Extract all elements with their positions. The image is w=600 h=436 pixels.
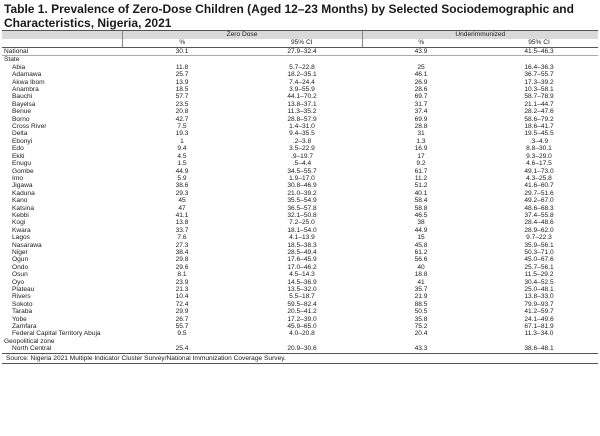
row-label: Akwa Ibom — [12, 78, 45, 86]
table-row — [2, 227, 598, 234]
underimmunized-ci-cell: 10.3–58.1 — [524, 86, 554, 94]
underimmunized-ci-cell: 28.2–47.6 — [524, 108, 554, 116]
table-row — [2, 212, 598, 219]
table-title: Table 1. Prevalence of Zero-Dose Children (Aged 12–23 Months) by Selected Sociodemographic and Characteristics, Nigeria, 2021 — [4, 2, 574, 30]
zero-dose-ci-cell: 36.5–57.8 — [287, 204, 317, 212]
table-row — [2, 116, 598, 123]
header-ui-pct: % — [362, 39, 480, 48]
zero-dose-pct-cell: 23.9 — [175, 278, 189, 286]
row-label: Ekiti — [12, 152, 25, 160]
zero-dose-ci-cell: 59.5–82.4 — [287, 300, 317, 308]
underimmunized-ci-cell: 58.7–78.9 — [524, 93, 554, 101]
underimmunized-pct-cell: 38 — [417, 219, 425, 227]
table-row — [2, 286, 598, 293]
underimmunized-pct-cell: 56.6 — [414, 256, 428, 264]
zero-dose-ci-cell: 45.9–65.0 — [287, 323, 317, 331]
zero-dose-ci-cell: 13.8–37.1 — [287, 100, 317, 108]
table-row — [2, 264, 598, 271]
underimmunized-pct-cell: 43.3 — [362, 345, 480, 353]
table-row — [2, 190, 598, 197]
underimmunized-ci-cell: 9.3–29.0 — [526, 152, 552, 160]
underimmunized-pct-cell: 40 — [417, 263, 425, 271]
table-row — [2, 242, 598, 249]
zero-dose-ci-cell: 27.9–32.4 — [242, 48, 362, 56]
underimmunized-pct-cell: 58.4 — [414, 197, 428, 205]
underimmunized-pct-cell: 41 — [417, 278, 425, 286]
row-label: Zamfara — [12, 323, 37, 331]
underimmunized-ci-cell: 48.6–68.3 — [524, 204, 554, 212]
row-label: Kaduna — [12, 189, 35, 197]
zero-dose-pct-cell: 29.3 — [175, 189, 189, 197]
table-row — [2, 256, 598, 263]
underimmunized-ci-cell: 25.0–48.1 — [524, 286, 554, 293]
table-row — [2, 93, 598, 100]
table-row — [2, 64, 598, 71]
zero-dose-ci-cell: 18.1–54.0 — [287, 226, 317, 234]
underimmunized-ci-cell: 28.9–62.0 — [524, 226, 554, 234]
table-row — [2, 153, 598, 160]
zero-dose-pct-cell: 26.7 — [175, 315, 189, 323]
underimmunized-pct-cell: 26.9 — [414, 78, 428, 86]
zero-dose-pct-cell: 57.7 — [175, 93, 189, 101]
zero-dose-ci-cell: 17.2–39.0 — [287, 315, 317, 323]
row-label: Delta — [12, 130, 28, 138]
underimmunized-pct-cell: 35.7 — [414, 286, 428, 293]
zero-dose-pct-cell: 11.8 — [175, 63, 189, 71]
table-row — [2, 101, 598, 108]
underimmunized-pct-cell: 35.8 — [414, 315, 428, 323]
table-row — [2, 175, 598, 182]
source-note: Source: Nigeria 2021 Multiple Indicator Cluster Survey/National Immunization Coverage Survey. — [2, 354, 598, 364]
prevalence-table — [2, 30, 598, 354]
zero-dose-ci-cell: 1.4–31.0 — [289, 123, 315, 131]
underimmunized-ci-cell: 37.4–55.8 — [524, 211, 554, 219]
zero-dose-ci-cell — [242, 56, 362, 64]
header-zero-dose: Zero Dose — [122, 31, 362, 40]
row-label: Niger — [12, 248, 28, 256]
underimmunized-pct-cell: 20.4 — [414, 330, 428, 338]
zero-dose-pct-cell: 55.7 — [175, 323, 189, 331]
zero-dose-ci-cell: 17.6–45.9 — [287, 256, 317, 264]
zero-dose-pct-cell: 23.5 — [175, 100, 189, 108]
zero-dose-pct-cell: 38.4 — [175, 248, 189, 256]
table-row — [2, 138, 598, 145]
table-row — [2, 168, 598, 175]
zero-dose-ci-cell: 7.2–25.0 — [289, 219, 315, 227]
row-label: Ebonyi — [12, 137, 33, 145]
zero-dose-ci-cell: 28.5–49.4 — [287, 248, 317, 256]
underimmunized-pct-cell: 46.1 — [414, 71, 428, 79]
table-row — [2, 293, 598, 300]
underimmunized-pct-cell: 37.4 — [414, 108, 428, 116]
zero-dose-pct-cell: 29.9 — [175, 308, 189, 316]
underimmunized-ci-cell — [480, 338, 598, 345]
underimmunized-ci-cell: 67.1–81.9 — [524, 323, 554, 331]
underimmunized-ci-cell: 4.6–17.5 — [526, 160, 552, 168]
zero-dose-pct-cell: 9.5 — [177, 330, 187, 338]
zero-dose-ci-cell: 35.5–54.9 — [287, 197, 317, 205]
underimmunized-ci-cell: 58.6–79.2 — [524, 115, 554, 123]
row-label: Kogi — [12, 219, 26, 227]
underimmunized-pct-cell: 45.8 — [414, 241, 428, 249]
underimmunized-ci-cell: 29.7–51.6 — [524, 189, 554, 197]
row-label: North Central — [2, 345, 122, 353]
underimmunized-pct-cell: 69.7 — [414, 93, 428, 101]
underimmunized-pct-cell: 50.5 — [414, 308, 428, 316]
zero-dose-ci-cell: 30.8–46.9 — [287, 182, 317, 190]
zero-dose-pct-cell: 30.1 — [122, 48, 242, 56]
zero-dose-ci-cell: 4.5–14.3 — [289, 271, 315, 279]
table-row — [2, 234, 598, 241]
row-label: Lagos — [12, 234, 30, 242]
zero-dose-pct-cell: 41.1 — [175, 211, 189, 219]
row-label: Borno — [12, 115, 30, 123]
underimmunized-pct-cell: 40.1 — [414, 189, 428, 197]
row-label: National — [2, 48, 122, 56]
zero-dose-ci-cell: .2–3.8 — [292, 137, 312, 145]
underimmunized-pct-cell: 18.8 — [414, 271, 428, 279]
zero-dose-pct-cell: 20.8 — [175, 108, 189, 116]
row-label: Cross River — [12, 123, 47, 131]
zero-dose-ci-cell: 11.3–35.2 — [287, 108, 317, 116]
underimmunized-ci-cell: 4.3–25.8 — [526, 174, 552, 182]
section-row — [2, 56, 598, 64]
underimmunized-pct-cell: 51.2 — [414, 182, 428, 190]
underimmunized-pct-cell: 1.3 — [416, 137, 426, 145]
zero-dose-pct-cell: 29.8 — [175, 256, 189, 264]
zero-dose-ci-cell: 9.4–35.5 — [289, 130, 315, 138]
underimmunized-ci-cell: 45.0–67.6 — [524, 256, 554, 264]
zero-dose-ci-cell: 32.1–50.8 — [287, 211, 317, 219]
row-label: State — [4, 56, 20, 64]
zero-dose-pct-cell — [122, 56, 242, 64]
header-underimmunized: Underimmunized — [362, 31, 598, 40]
row-label: Kebbi — [12, 211, 29, 219]
underimmunized-ci-cell: 21.1–44.7 — [524, 100, 554, 108]
underimmunized-ci-cell: .3–4.9 — [529, 137, 549, 145]
underimmunized-ci-cell: 41.2–59.7 — [524, 308, 554, 316]
underimmunized-pct-cell: 15 — [417, 234, 425, 242]
zero-dose-pct-cell — [122, 338, 242, 345]
zero-dose-ci-cell: .5–4.4 — [292, 160, 312, 168]
table-row — [2, 130, 598, 137]
underimmunized-pct-cell: 21.9 — [414, 293, 428, 301]
underimmunized-pct-cell: 44.9 — [414, 226, 428, 234]
zero-dose-ci-cell: 34.5–55.7 — [287, 167, 317, 175]
underimmunized-ci-cell — [480, 56, 598, 64]
zero-dose-pct-cell: 5.9 — [177, 174, 187, 182]
table-row — [2, 323, 598, 330]
table-row — [2, 160, 598, 167]
underimmunized-ci-cell: 49.1–73.0 — [524, 167, 554, 175]
zero-dose-pct-cell: 38.6 — [175, 182, 189, 190]
row-label: Rivers — [12, 293, 31, 301]
row-label: Ondo — [12, 263, 29, 271]
underimmunized-pct-cell: 31 — [417, 130, 425, 138]
zero-dose-pct-cell: 27.3 — [175, 241, 189, 249]
row-label: Federal Capital Territory Abuja — [12, 330, 101, 338]
underimmunized-pct-cell: 43.9 — [362, 48, 480, 56]
table-row — [2, 316, 598, 323]
underimmunized-pct-cell — [362, 56, 480, 64]
zero-dose-ci-cell: 18.5–38.3 — [287, 241, 317, 249]
row-label: Plateau — [12, 286, 35, 293]
underimmunized-ci-cell: 9.7–22.3 — [526, 234, 552, 242]
underimmunized-pct-cell: 11.2 — [414, 174, 428, 182]
row-label: Bayelsa — [12, 100, 36, 108]
table-row — [2, 345, 598, 353]
underimmunized-ci-cell: 18.6–41.7 — [524, 123, 554, 131]
zero-dose-pct-cell: 42.7 — [175, 115, 189, 123]
zero-dose-pct-cell: 13.9 — [175, 78, 189, 86]
underimmunized-ci-cell: 41.5–46.3 — [480, 48, 598, 56]
zero-dose-pct-cell: 29.6 — [175, 263, 189, 271]
row-label: Abia — [12, 63, 26, 71]
row-label: Enugu — [12, 160, 32, 168]
zero-dose-pct-cell: 44.9 — [175, 167, 189, 175]
table-body — [2, 48, 598, 354]
table-row — [2, 219, 598, 226]
zero-dose-pct-cell: 25.4 — [122, 345, 242, 353]
underimmunized-ci-cell: 50.3–71.0 — [524, 248, 554, 256]
table-row — [2, 249, 598, 256]
table-row — [2, 271, 598, 278]
row-label: Katsina — [12, 204, 34, 212]
zero-dose-pct-cell: 1 — [180, 137, 184, 145]
table-row — [2, 145, 598, 152]
underimmunized-ci-cell: 25.7–56.1 — [524, 263, 554, 271]
table-row — [2, 279, 598, 286]
row-label: Geopolitical zone — [4, 337, 55, 345]
table-row — [2, 86, 598, 93]
zero-dose-pct-cell: 7.6 — [177, 234, 187, 242]
header-zd-ci: 95% CI — [242, 39, 362, 48]
underimmunized-ci-cell: 8.8–30.1 — [526, 145, 552, 153]
row-label: Jigawa — [12, 182, 33, 190]
underimmunized-pct-cell: 58.8 — [414, 204, 428, 212]
zero-dose-ci-cell: 18.2–35.1 — [287, 71, 317, 79]
row-label: Gombe — [12, 167, 34, 175]
zero-dose-ci-cell: 7.4–24.4 — [289, 78, 315, 86]
row-label: Kano — [12, 197, 28, 205]
table-row — [2, 197, 598, 204]
row-label: Imo — [12, 174, 23, 182]
underimmunized-ci-cell: 41.6–60.7 — [524, 182, 554, 190]
row-label: Adamawa — [12, 71, 42, 79]
underimmunized-pct-cell: 75.2 — [414, 323, 428, 331]
zero-dose-pct-cell: 72.4 — [175, 300, 189, 308]
row-label: Kwara — [12, 226, 31, 234]
underimmunized-ci-cell: 16.4–36.3 — [524, 63, 554, 71]
zero-dose-ci-cell: 4.1–13.9 — [289, 234, 315, 242]
underimmunized-ci-cell: 13.8–33.0 — [524, 293, 554, 301]
underimmunized-ci-cell: 49.2–67.0 — [524, 197, 554, 205]
zero-dose-ci-cell: 44.1–70.2 — [287, 93, 317, 101]
zero-dose-ci-cell: 3.9–55.9 — [289, 86, 315, 94]
underimmunized-ci-cell: 11.3–34.0 — [524, 330, 554, 338]
zero-dose-ci-cell: 5.7–22.8 — [289, 63, 315, 71]
zero-dose-pct-cell: 9.4 — [177, 145, 187, 153]
underimmunized-pct-cell: 16.9 — [414, 145, 428, 153]
zero-dose-pct-cell: 19.3 — [175, 130, 189, 138]
table-row — [2, 71, 598, 78]
underimmunized-ci-cell: 28.4–48.6 — [524, 219, 554, 227]
underimmunized-pct-cell: 17 — [417, 152, 425, 160]
underimmunized-pct-cell: 28.8 — [414, 123, 428, 131]
underimmunized-ci-cell: 17.3–39.2 — [524, 78, 554, 86]
table-row — [2, 123, 598, 130]
row-label: Ogun — [12, 256, 29, 264]
zero-dose-pct-cell: 10.4 — [175, 293, 189, 301]
underimmunized-ci-cell: 24.1–49.6 — [524, 315, 554, 323]
underimmunized-ci-cell: 38.6–48.1 — [480, 345, 598, 353]
zero-dose-pct-cell: 13.8 — [175, 219, 189, 227]
underimmunized-ci-cell: 11.5–29.2 — [524, 271, 554, 279]
header-zd-pct: % — [122, 39, 242, 48]
table-row — [2, 301, 598, 308]
underimmunized-pct-cell: 28.6 — [414, 86, 428, 94]
zero-dose-ci-cell: 5.5–18.7 — [289, 293, 315, 301]
header-blank — [2, 31, 122, 40]
zero-dose-ci-cell: 3.5–22.9 — [289, 145, 315, 153]
zero-dose-ci-cell: 21.0–39.2 — [287, 189, 317, 197]
zero-dose-pct-cell: 7.5 — [177, 123, 187, 131]
row-label: Nasarawa — [12, 241, 42, 249]
underimmunized-pct-cell: 69.9 — [414, 115, 428, 123]
table-row — [2, 308, 598, 315]
underimmunized-ci-cell: 19.5–45.5 — [524, 130, 554, 138]
zero-dose-pct-cell: 45 — [178, 197, 186, 205]
row-label: Oyo — [12, 278, 25, 286]
row-label: Osun — [12, 271, 28, 279]
underimmunized-ci-cell: 30.4–52.5 — [524, 278, 554, 286]
table-row — [2, 330, 598, 337]
underimmunized-pct-cell: 88.5 — [414, 300, 428, 308]
table-row — [2, 205, 598, 212]
zero-dose-pct-cell: 21.3 — [175, 286, 189, 293]
table-row — [2, 182, 598, 189]
underimmunized-pct-cell: 9.2 — [416, 160, 426, 168]
header-blank — [2, 39, 122, 48]
row-label: Anambra — [12, 86, 39, 94]
zero-dose-ci-cell: 13.5–32.0 — [287, 286, 317, 293]
zero-dose-pct-cell: 8.1 — [177, 271, 187, 279]
zero-dose-pct-cell: 33.7 — [175, 226, 189, 234]
zero-dose-pct-cell: 18.5 — [175, 86, 189, 94]
zero-dose-ci-cell: 17.0–46.2 — [287, 263, 317, 271]
zero-dose-pct-cell: 25.7 — [175, 71, 189, 79]
zero-dose-ci-cell: 28.8–57.9 — [287, 115, 317, 123]
row-label: Bauchi — [12, 93, 33, 101]
table-row — [2, 79, 598, 86]
underimmunized-pct-cell: 61.7 — [414, 167, 428, 175]
zero-dose-ci-cell: 1.9–17.0 — [289, 174, 315, 182]
row-label: Edo — [12, 145, 24, 153]
table-row — [2, 108, 598, 115]
zero-dose-ci-cell — [242, 338, 362, 345]
underimmunized-pct-cell — [362, 338, 480, 345]
row-label: Benue — [12, 108, 32, 116]
row-label: Sokoto — [12, 300, 33, 308]
underimmunized-ci-cell: 36.7–55.7 — [524, 71, 554, 79]
underimmunized-ci-cell: 35.9–56.1 — [524, 241, 554, 249]
underimmunized-pct-cell: 25 — [417, 63, 425, 71]
section-row — [2, 338, 598, 345]
zero-dose-pct-cell: 1.5 — [177, 160, 187, 168]
zero-dose-ci-cell: 4.0–20.8 — [289, 330, 315, 338]
underimmunized-pct-cell: 46.5 — [414, 211, 428, 219]
header-ui-ci: 95% CI — [480, 39, 598, 48]
underimmunized-pct-cell: 31.7 — [414, 100, 428, 108]
zero-dose-pct-cell: 47 — [178, 204, 186, 212]
zero-dose-ci-cell: .9–19.7 — [291, 152, 313, 160]
row-label: Taraba — [12, 308, 33, 316]
row-label: Yobe — [12, 315, 27, 323]
underimmunized-pct-cell: 61.2 — [414, 248, 428, 256]
zero-dose-ci-cell: 20.9–30.6 — [242, 345, 362, 353]
zero-dose-ci-cell: 20.5–41.2 — [287, 308, 317, 316]
table-row — [2, 48, 598, 56]
zero-dose-pct-cell: 4.5 — [177, 152, 187, 160]
zero-dose-ci-cell: 14.5–36.9 — [287, 278, 317, 286]
underimmunized-ci-cell: 79.9–93.7 — [524, 300, 554, 308]
